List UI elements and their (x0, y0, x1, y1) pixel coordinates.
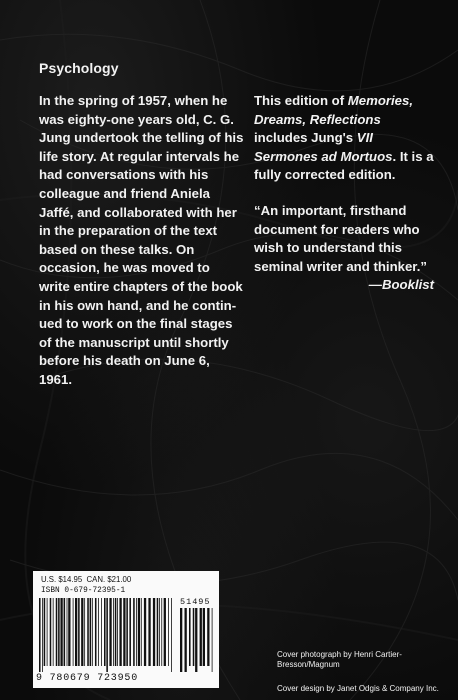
price-addon-barcode (179, 608, 214, 672)
barcode-bar (200, 608, 202, 666)
barcode-bar (81, 598, 83, 666)
barcode-bar (53, 598, 54, 666)
barcode-digits: 9 780679 723950 (36, 673, 139, 684)
barcode-bar (104, 598, 106, 666)
title-memories: Memories, Dreams, Reflections (254, 93, 414, 127)
barcode-bar (92, 598, 93, 666)
barcode-bar (78, 598, 80, 666)
barcode-bar (84, 598, 85, 666)
barcode-bar (212, 608, 213, 672)
barcode-bar (138, 598, 140, 666)
price-us: U.S. $14.95 (41, 575, 83, 584)
barcode-bar (106, 598, 108, 672)
barcode-bar (168, 598, 169, 666)
barcode-bar (90, 598, 92, 666)
barcode-bar (129, 598, 131, 666)
price-line (41, 575, 131, 584)
barcode-bar (39, 598, 41, 672)
barcode-panel (33, 571, 219, 688)
barcode-bar (73, 598, 74, 666)
barcode-bar (60, 598, 62, 666)
barcode-bar (157, 598, 159, 666)
barcode-bar (203, 608, 205, 666)
barcode-bar (47, 598, 48, 666)
review-attribution: —Booklist (368, 277, 434, 293)
barcode-bar (195, 608, 197, 672)
title-sermones: VII Sermones ad Mortuos (254, 130, 393, 164)
barcode-bar (141, 598, 142, 666)
barcode-bar (68, 598, 70, 666)
barcode-bar (136, 598, 137, 666)
barcode-bar (87, 598, 89, 666)
barcode-bar (133, 598, 135, 666)
barcode-bar (58, 598, 60, 666)
barcode-bar (144, 598, 146, 666)
edition-note: This edition of Memories, Dreams, Reflections includes Jung's VII Sermones ad Mortuos. It is a fully corrected edition. (254, 93, 434, 183)
barcode-bar (207, 608, 209, 666)
barcode-bar (50, 598, 52, 666)
barcode-bar (148, 598, 150, 666)
barcode-bar (180, 608, 182, 672)
barcode-bar (126, 598, 128, 666)
barcode-bar (95, 598, 97, 666)
barcode-bar (193, 608, 195, 666)
barcode-bar (161, 598, 162, 666)
barcode-bar (185, 608, 187, 672)
barcode-bar (119, 598, 121, 666)
barcode-bar (171, 598, 172, 672)
barcode-bar (159, 598, 160, 666)
barcode-bar (67, 598, 68, 666)
barcode-bar (153, 598, 155, 666)
barcode-bar (56, 598, 58, 666)
category-label: Psychology (39, 60, 119, 76)
price-addon-code: 51495 (180, 597, 211, 607)
barcode-bar (109, 598, 111, 666)
price-can: CAN. $21.00 (86, 575, 132, 584)
description-column: In the spring of 1957, when he was eighty-one years old, C. G. Jung undertook the telling of his life story. At regular intervals he had conversations with his colleague and friend Aniela Jaffé, and collaborated with her in the preparation of the text based on these talks. On occasion, he was moved to write entire chapters of the book in his own hand, and he continued to work on the final stages of the manuscript until shortly before his death on June 6, 1961. (39, 93, 244, 387)
barcode-bar (117, 598, 118, 666)
barcode-bar (98, 598, 99, 666)
barcode-bar (123, 598, 125, 666)
isbn-barcode (38, 598, 174, 672)
edition-column (254, 92, 434, 295)
barcode-bar (44, 598, 46, 666)
barcode-bar (115, 598, 117, 666)
photo-credit: Cover photograph by Henri Cartier-Bresson/Magnum (277, 650, 402, 669)
barcode-bar (113, 598, 114, 666)
review-quote: “An important, firsthand document for readers who wish to understand this seminal writer and thinker.” (254, 202, 427, 274)
design-credit: Cover design by Janet Odgis & Company Inc. (277, 684, 439, 693)
barcode-bar (164, 598, 166, 666)
barcode-bar (64, 598, 66, 666)
barcode-bar (189, 608, 191, 666)
barcode-bar (42, 598, 43, 672)
barcode-bar (75, 598, 77, 666)
isbn-number: ISBN 0-679-72395-1 (41, 587, 126, 595)
barcode-bar (101, 598, 102, 666)
